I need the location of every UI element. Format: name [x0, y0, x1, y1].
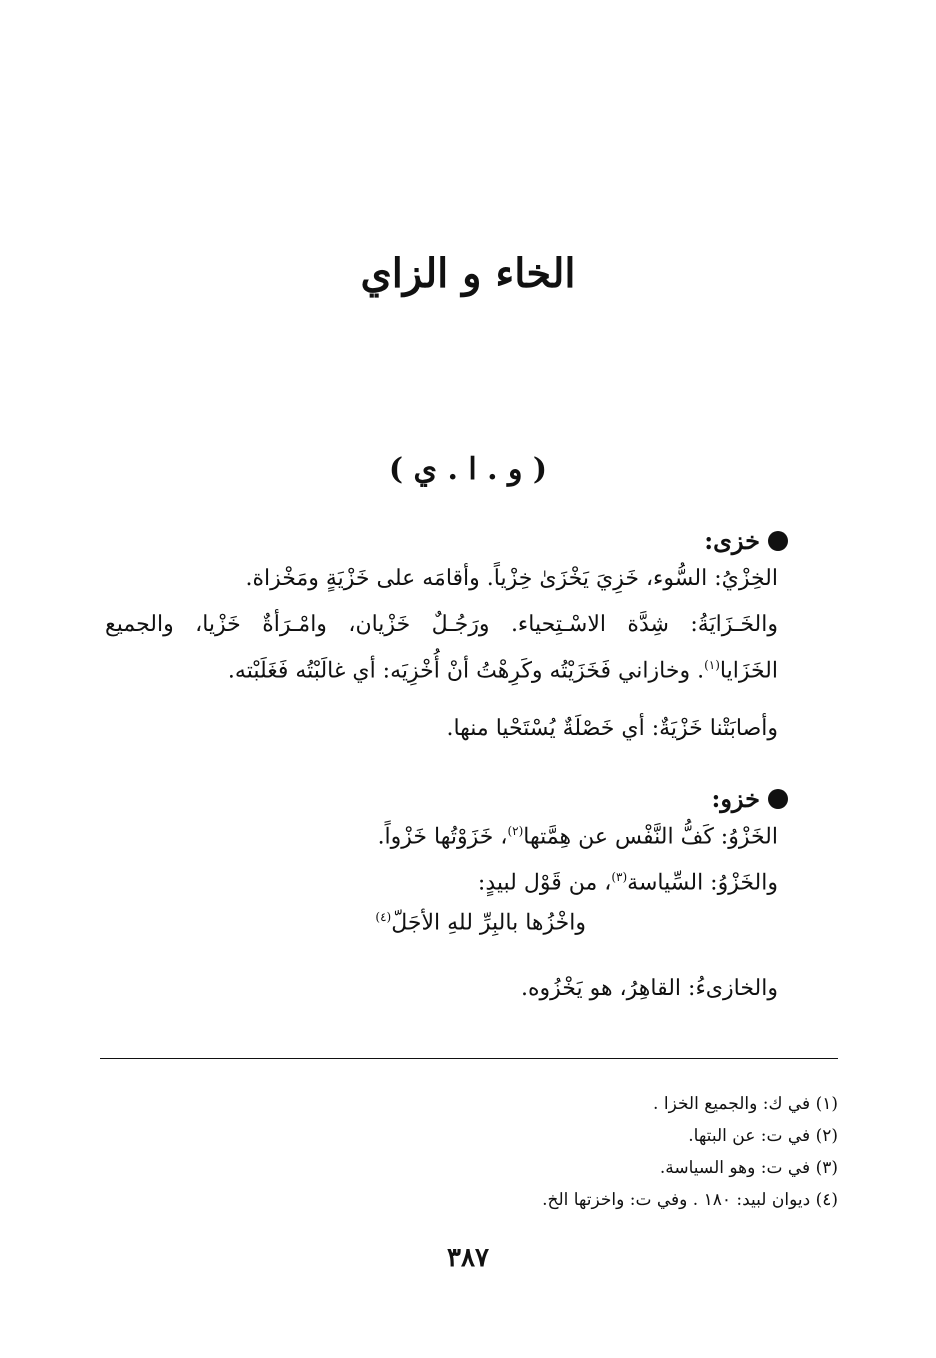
entry-line-part: الخَزَايا [719, 658, 778, 684]
entry-head-text: خزى: [704, 526, 760, 555]
entry-line-part: والخَزْوُ: السِّياسة [627, 870, 778, 896]
entry-line: والخازىءُ: القاهِرُ، هو يَخْزُوه. [521, 976, 778, 1001]
entry-line-part: ، خَزَوْتُها خَزْواً. [377, 824, 508, 850]
entry-line: والخَـزَايَةُ: شِدَّة الاسْـتِحياء. ورَجُـلٌ خَزْيان، وامْـرَأةٌ خَزْيا، والجميع [105, 612, 778, 637]
entry-line [378, 824, 778, 849]
root-heading: ( و . ا . ي ) [388, 452, 548, 487]
footnote-ref: (٣) [611, 870, 628, 884]
entry-line-part: ، من قَوْل لبيدٍ: [477, 870, 612, 896]
entry-line: وأصابَتْنا خَزْيَةٌ: أي خَصْلَةٌ يُسْتَحْيا منها. [446, 716, 778, 741]
footnote: (١) في ك: والجميع الخزا . [653, 1094, 838, 1114]
entry-head-khazy [704, 526, 788, 555]
footnote: (٤) ديوان لبيد: ١٨٠ . وفي ت: واخزتها الخ. [542, 1190, 838, 1210]
entry-line [478, 870, 778, 895]
footnote-divider [100, 1058, 838, 1059]
verse-line [375, 910, 586, 935]
verse-text: واخْزُها بالبِرِّ للهِ الأجَلّ [391, 910, 586, 936]
chapter-title: الخاء و الزاي [360, 250, 576, 297]
footnote: (٣) في ت: وهو السياسة. [659, 1158, 838, 1178]
entry-line-part: . وخازاني فَخَزَيْتُه وكَرِهْتُ أنْ أُخْزِيَه: أي غالَبْتُه فَغَلَبْته. [227, 658, 705, 684]
bullet-icon [768, 531, 788, 551]
entry-head-text: خزو: [711, 784, 760, 813]
entry-head-khazw [711, 784, 788, 813]
footnote: (٢) في ت: عن البتها. [688, 1126, 838, 1146]
footnote-ref: (٤) [375, 910, 392, 924]
entry-line [228, 658, 778, 683]
footnote-ref: (٢) [507, 824, 524, 838]
footnote-ref: (١) [704, 658, 720, 672]
entry-line-part: الخَزْوُ: كَفُّ النَّفْس عن هِمَّتها [523, 824, 778, 850]
page-number: ٣٨٧ [447, 1243, 489, 1273]
entry-line: الخِزْيُ: السُّوء، خَزِيَ يَخْزَىٰ خِزْياً. وأقامَه على خَزْيَةٍ ومَخْزاة. [245, 566, 778, 591]
bullet-icon [768, 789, 788, 809]
